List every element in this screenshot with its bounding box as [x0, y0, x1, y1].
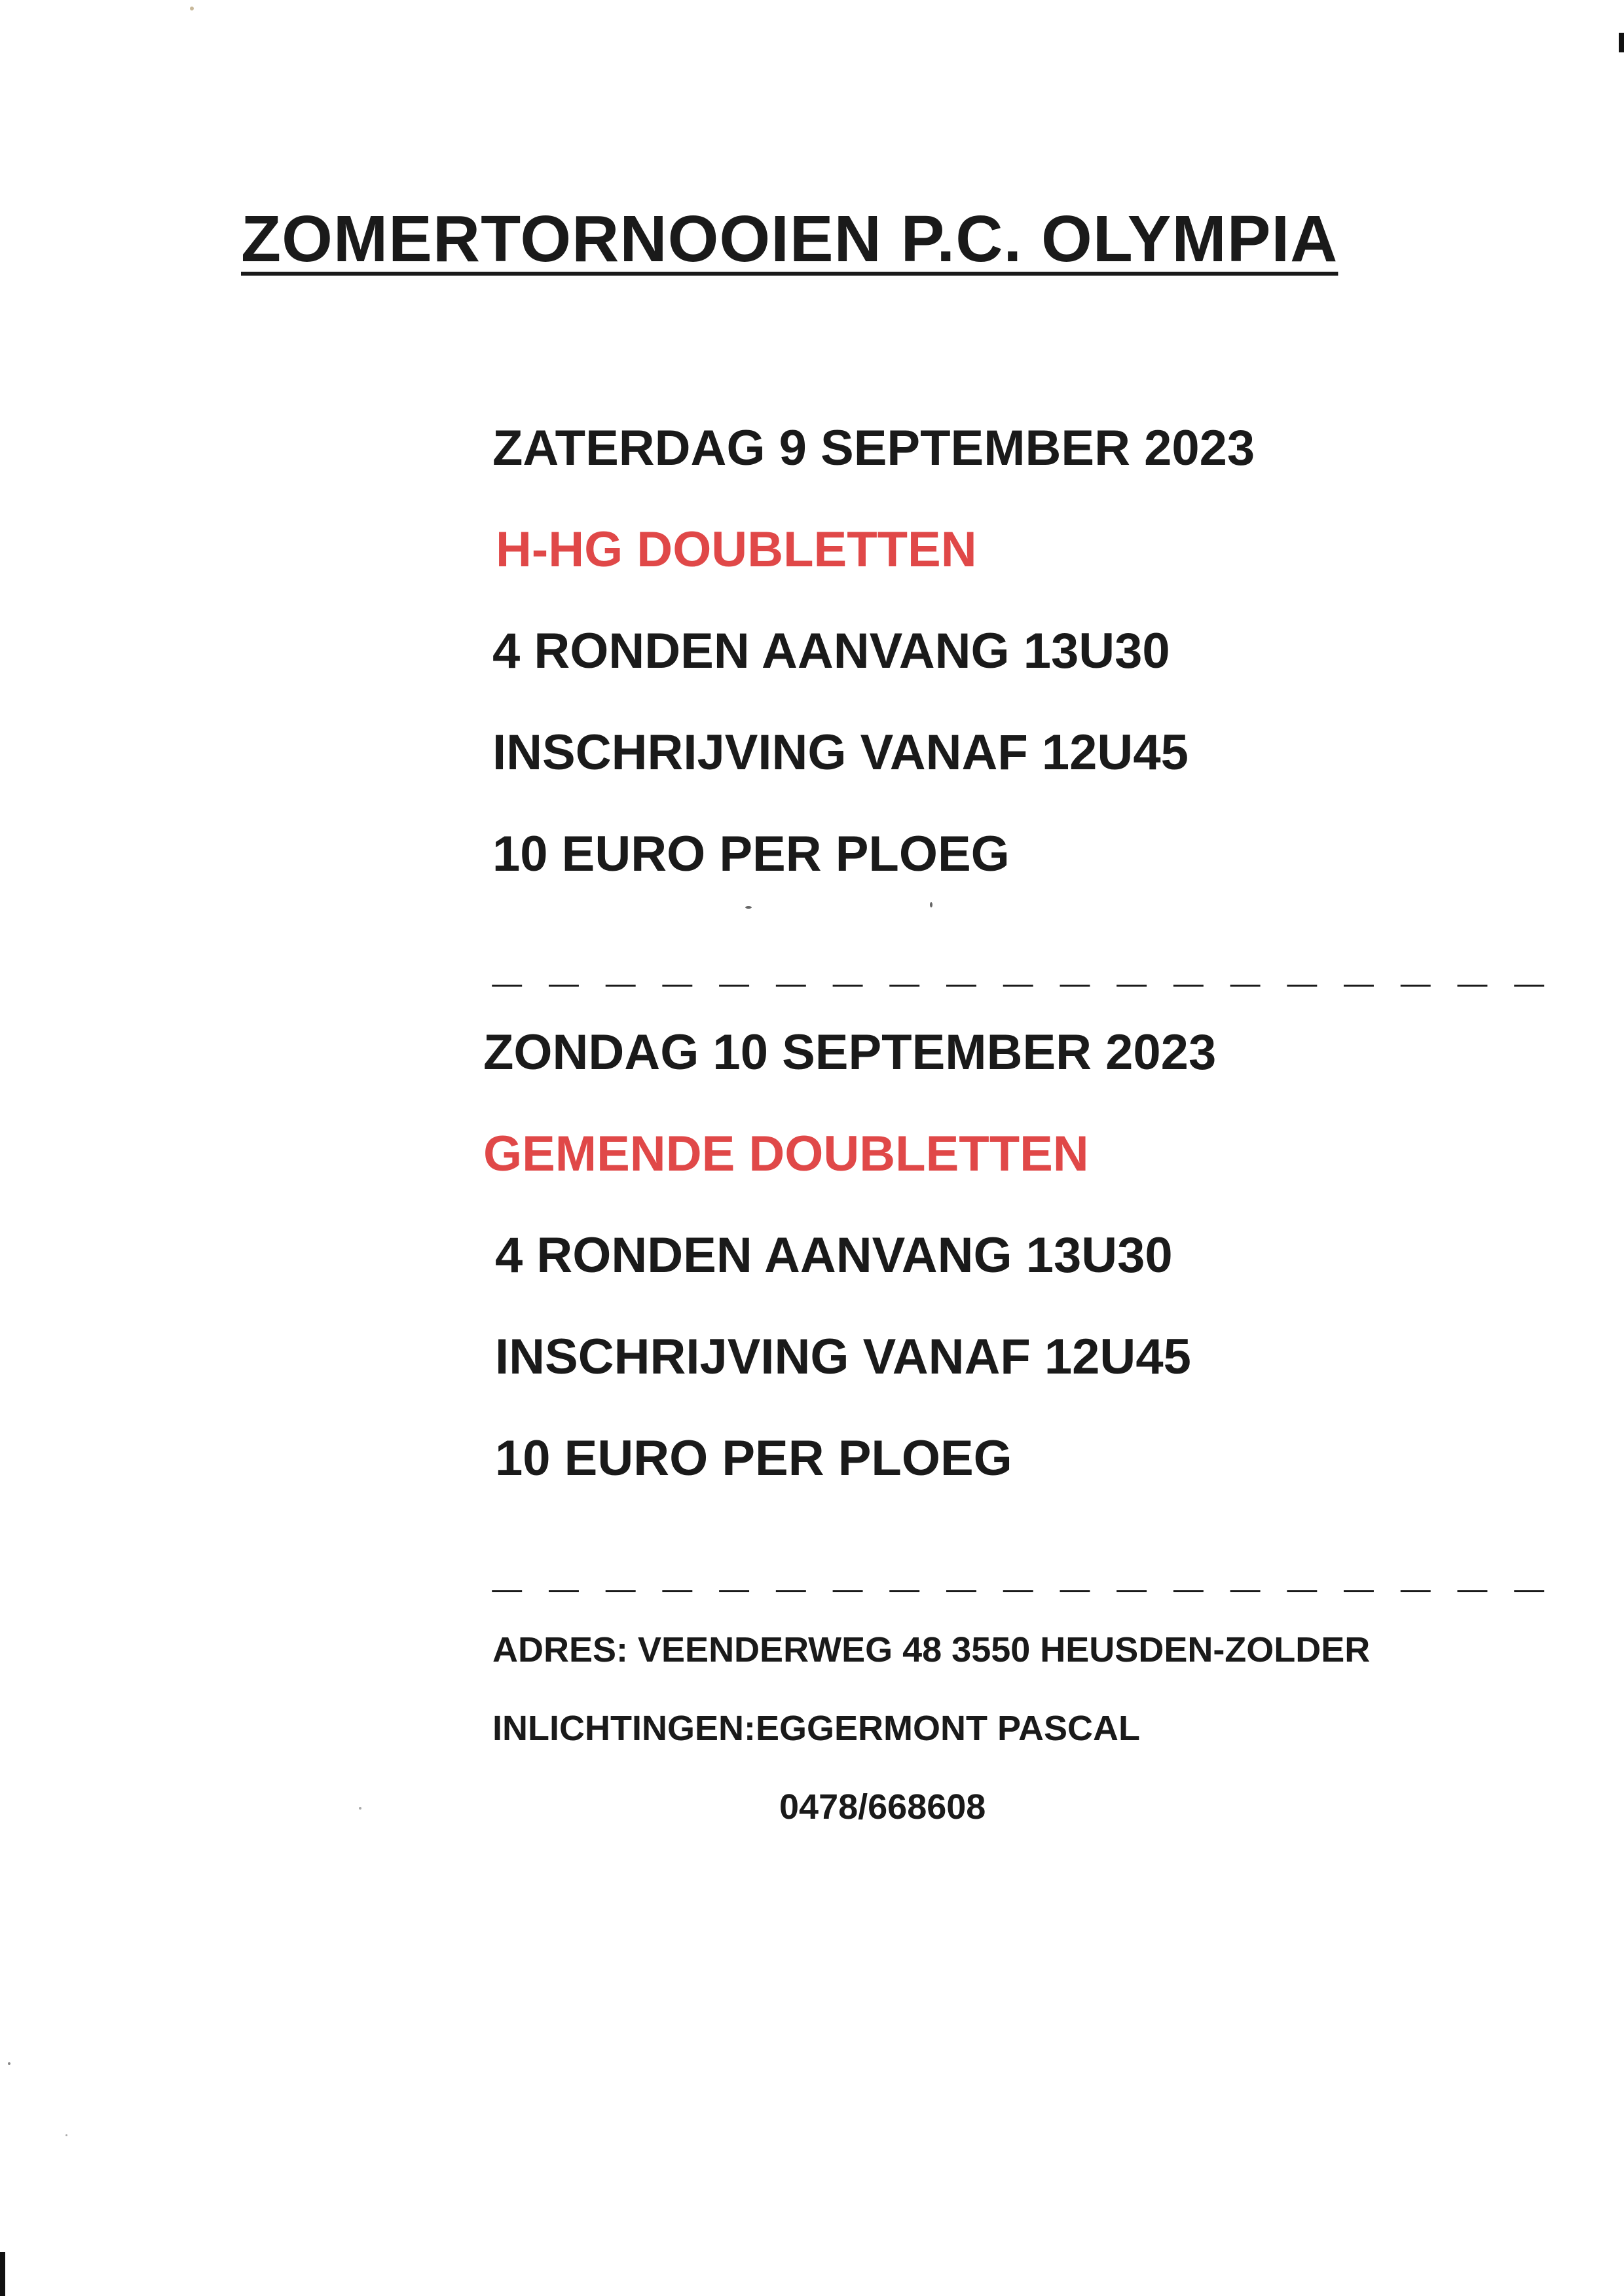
sunday-event: GEMENDE DOUBLETTEN	[483, 1126, 1089, 1182]
scan-speck	[745, 906, 752, 909]
separator-top: _ _ _ _ _ _ _ _ _ _ _ _ _ _ _ _ _ _ _	[492, 933, 1551, 991]
scan-speck	[65, 2134, 67, 2136]
saturday-event: H-HG DOUBLETTEN	[496, 522, 977, 577]
saturday-fee: 10 EURO PER PLOEG	[492, 826, 1010, 882]
address-text: ADRES: VEENDERWEG 48 3550 HEUSDEN-ZOLDER	[492, 1630, 1371, 1669]
sunday-rounds: 4 RONDEN AANVANG 13U30	[495, 1228, 1173, 1283]
saturday-rounds: 4 RONDEN AANVANG 13U30	[492, 623, 1170, 679]
saturday-registration: INSCHRIJVING VANAF 12U45	[492, 725, 1189, 780]
scan-speck	[190, 7, 194, 10]
scan-edge-mark	[0, 2252, 5, 2296]
scan-speck	[8, 2062, 10, 2065]
scan-edge-mark	[1619, 33, 1624, 52]
saturday-date: ZATERDAG 9 SEPTEMBER 2023	[492, 420, 1255, 476]
scan-speck	[930, 902, 932, 907]
separator-bottom: _ _ _ _ _ _ _ _ _ _ _ _ _ _ _ _ _ _ _	[492, 1539, 1551, 1597]
sunday-fee: 10 EURO PER PLOEG	[495, 1430, 1012, 1486]
phone-number: 0478/668608	[779, 1787, 986, 1827]
info-text: INLICHTINGEN:EGGERMONT PASCAL	[492, 1709, 1140, 1748]
sunday-registration: INSCHRIJVING VANAF 12U45	[495, 1329, 1191, 1385]
sunday-date: ZONDAG 10 SEPTEMBER 2023	[483, 1025, 1217, 1080]
scan-speck	[359, 1807, 361, 1810]
flyer-title: ZOMERTORNOOIEN P.C. OLYMPIA	[241, 202, 1338, 276]
